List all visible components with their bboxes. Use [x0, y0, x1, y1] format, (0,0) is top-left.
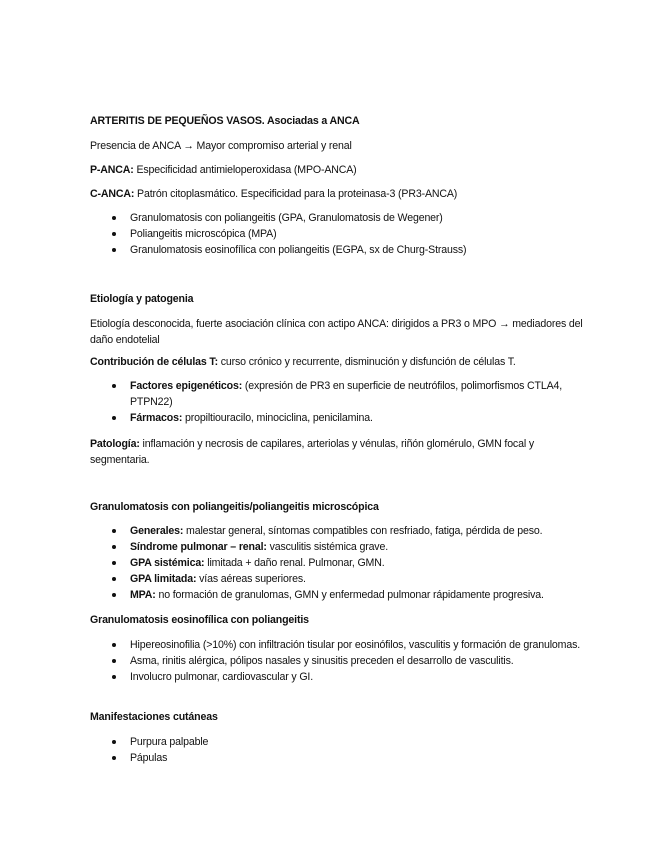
list-item: Poliangeitis microscópica (MPA): [90, 226, 590, 242]
list-item: Hipereosinofilia (>10%) con infiltración tisular por eosinófilos, vasculitis y formación de granulomas.: [90, 637, 590, 653]
pathology-text: inflamación y necrosis de capilares, arteriolas y vénulas, riñón glomérulo, GMN focal y segmentaria.: [90, 438, 534, 466]
list-item: [90, 555, 590, 571]
pathology-label: Patología:: [90, 438, 140, 450]
list-item-label: Síndrome pulmonar – renal:: [130, 541, 267, 553]
list-item-text: (expresión de PR3 en superficie de neutrófilos, polimorfismos CTLA4, PTPN22): [130, 380, 563, 408]
list-item-label: Fármacos:: [130, 412, 183, 424]
doc-title: ARTERITIS DE PEQUEÑOS VASOS. Asociadas a ANCA: [90, 115, 360, 127]
gpa-mpa-list: [90, 523, 590, 603]
canca-paragraph: [90, 186, 590, 202]
tcell-text: curso crónico y recurrente, disminución y disfunción de células T.: [217, 356, 516, 368]
canca-label: C-ANCA:: [90, 188, 135, 200]
cutaneous-list: [90, 734, 590, 766]
etiology-factors-list: [90, 378, 590, 426]
list-item: [90, 539, 590, 555]
pathology-paragraph: [90, 436, 590, 468]
anca-presence-text: Presencia de ANCA → Mayor compromiso arterial y renal: [90, 140, 352, 152]
tcell-label: Contribución de células T:: [90, 356, 218, 368]
list-item-text: propiltiouracilo, minociclina, penicilamina.: [182, 412, 373, 424]
list-item: Involucro pulmonar, cardiovascular y GI.: [90, 669, 590, 685]
list-item-label: Factores epigenéticos:: [130, 380, 243, 392]
gpa-mpa-heading: Granulomatosis con poliangeitis/poliangeitis microscópica: [90, 501, 379, 513]
list-item: [90, 378, 590, 410]
panca-text: Especificidad antimieloperoxidasa (MPO-ANCA): [133, 164, 357, 176]
list-item: Asma, rinitis alérgica, pólipos nasales y sinusitis preceden el desarrollo de vasculitis.: [90, 653, 590, 669]
list-item-label: Generales:: [130, 525, 184, 537]
list-item-text: limitada + daño renal. Pulmonar, GMN.: [204, 557, 385, 569]
list-item: Granulomatosis con poliangeitis (GPA, Granulomatosis de Wegener): [90, 210, 590, 226]
panca-label: P-ANCA:: [90, 164, 134, 176]
list-item: [90, 410, 590, 426]
list-item: [90, 587, 590, 603]
anca-vasculitis-list: [90, 210, 590, 258]
list-item-text: vasculitis sistémica grave.: [266, 541, 388, 553]
list-item-label: GPA limitada:: [130, 573, 197, 585]
list-item-text: vías aéreas superiores.: [196, 573, 306, 585]
list-item-text: no formación de granulomas, GMN y enfermedad pulmonar rápidamente progresiva.: [155, 589, 544, 601]
etiology-heading: Etiología y patogenia: [90, 293, 194, 305]
egpa-list: [90, 637, 590, 685]
list-item-text: malestar general, síntomas compatibles con resfriado, fatiga, pérdida de peso.: [183, 525, 543, 537]
tcell-paragraph: [90, 354, 590, 370]
list-item: [90, 571, 590, 587]
list-item: Granulomatosis eosinofílica con poliangeitis (EGPA, sx de Churg-Strauss): [90, 242, 590, 258]
list-item: [90, 523, 590, 539]
list-item: Pápulas: [90, 750, 590, 766]
egpa-heading: Granulomatosis eosinofílica con poliangeitis: [90, 614, 309, 626]
etiology-paragraph: Etiología desconocida, fuerte asociación clínica con actipo ANCA: dirigidos a PR3 o MPO → mediadores del daño endotelial: [90, 318, 583, 346]
list-item-label: GPA sistémica:: [130, 557, 205, 569]
cutaneous-heading: Manifestaciones cutáneas: [90, 711, 218, 723]
panca-paragraph: [90, 162, 590, 178]
list-item: Purpura palpable: [90, 734, 590, 750]
canca-text: Patrón citoplasmático. Especificidad para la proteinasa-3 (PR3-ANCA): [134, 188, 458, 200]
list-item-label: MPA:: [130, 589, 156, 601]
